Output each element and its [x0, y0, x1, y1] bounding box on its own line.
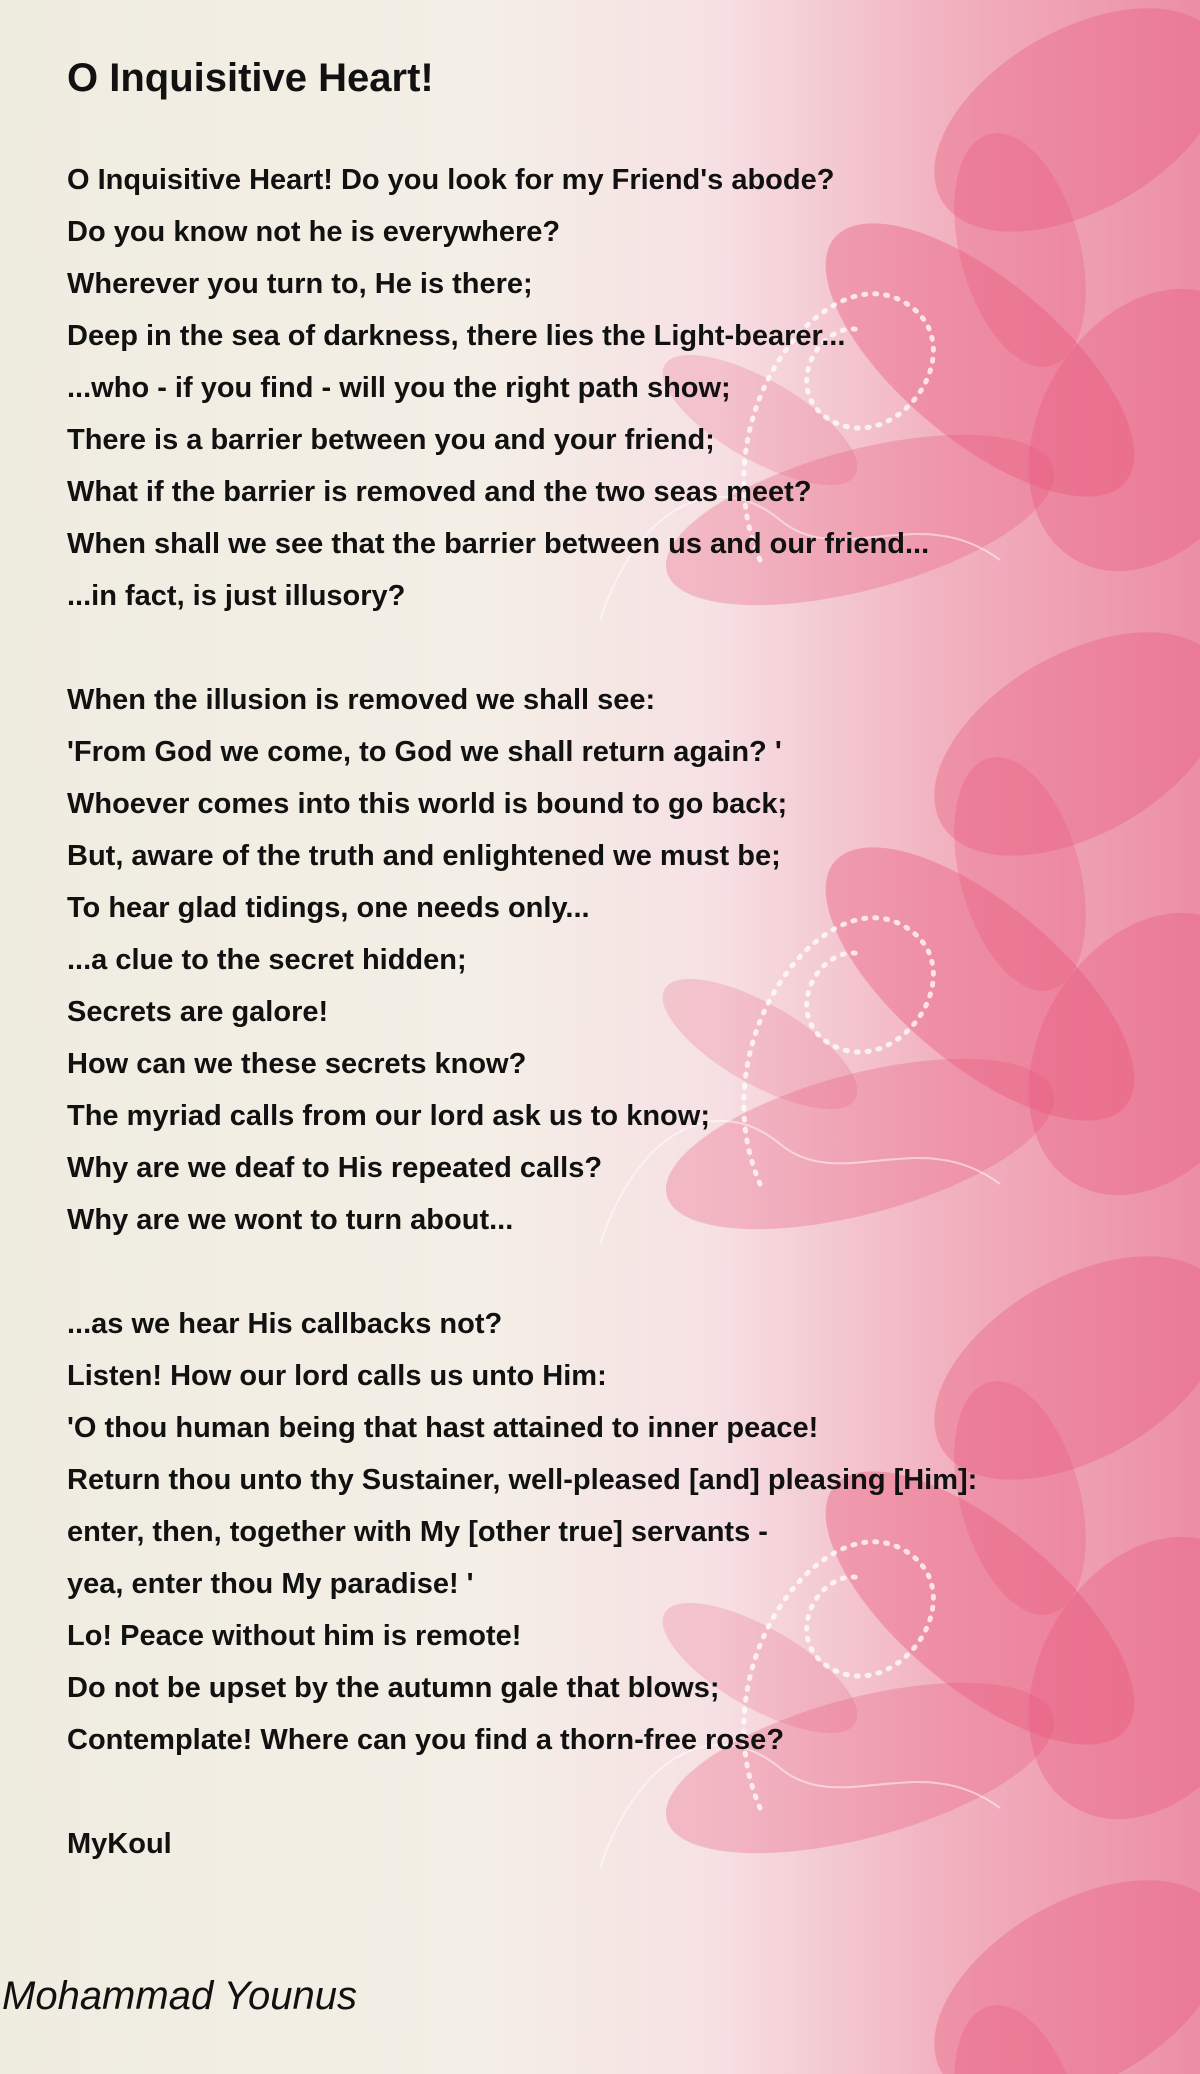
poem-line: Secrets are galore!: [67, 996, 329, 1028]
poem-line: Deep in the sea of darkness, there lies the Light-bearer...: [67, 320, 846, 352]
poem-line: But, aware of the truth and enlightened we must be;: [67, 840, 781, 872]
poem-line: Whoever comes into this world is bound to go back;: [67, 788, 788, 820]
poem-line: How can we these secrets know?: [67, 1048, 527, 1080]
poem-line: 'O thou human being that hast attained to inner peace!: [67, 1412, 819, 1444]
poem-line: Return thou unto thy Sustainer, well-pleased [and] pleasing [Him]:: [67, 1464, 978, 1496]
stanza-break: [67, 622, 977, 674]
poem-line: When the illusion is removed we shall see:: [67, 684, 656, 716]
poem-body: [67, 154, 977, 1870]
poem-line: There is a barrier between you and your friend;: [67, 424, 715, 456]
poem-line: Listen! How our lord calls us unto Him:: [67, 1360, 607, 1392]
poem-line: Lo! Peace without him is remote!: [67, 1620, 522, 1652]
poem-line: MyKoul: [67, 1828, 172, 1860]
poem-line: Why are we wont to turn about...: [67, 1204, 514, 1236]
poet-name: Mohammad Younus: [2, 1974, 358, 2018]
poem-line: ...who - if you find - will you the right path show;: [67, 372, 731, 404]
poem-line: 'From God we come, to God we shall return again? ': [67, 736, 782, 768]
poem-line: Do not be upset by the autumn gale that blows;: [67, 1672, 720, 1704]
stanza-break: [67, 1246, 977, 1298]
poem-line: O Inquisitive Heart! Do you look for my Friend's abode?: [67, 164, 835, 196]
poem-line: ...in fact, is just illusory?: [67, 580, 406, 612]
poem-line: ...as we hear His callbacks not?: [67, 1308, 503, 1340]
poem-line: When shall we see that the barrier between us and our friend...: [67, 528, 930, 560]
poem-line: Do you know not he is everywhere?: [67, 216, 561, 248]
poem-line: Contemplate! Where can you find a thorn-free rose?: [67, 1724, 785, 1756]
poem-line: To hear glad tidings, one needs only...: [67, 892, 590, 924]
poem-line: yea, enter thou My paradise! ': [67, 1568, 474, 1600]
poem-line: enter, then, together with My [other true] servants -: [67, 1516, 768, 1548]
poem-line: ...a clue to the secret hidden;: [67, 944, 467, 976]
poem-line: The myriad calls from our lord ask us to know;: [67, 1100, 710, 1132]
poem-title: O Inquisitive Heart!: [67, 56, 434, 100]
poem-line: Why are we deaf to His repeated calls?: [67, 1152, 603, 1184]
stanza-break: [67, 1766, 977, 1818]
poem-line: Wherever you turn to, He is there;: [67, 268, 533, 300]
poem-line: What if the barrier is removed and the two seas meet?: [67, 476, 812, 508]
